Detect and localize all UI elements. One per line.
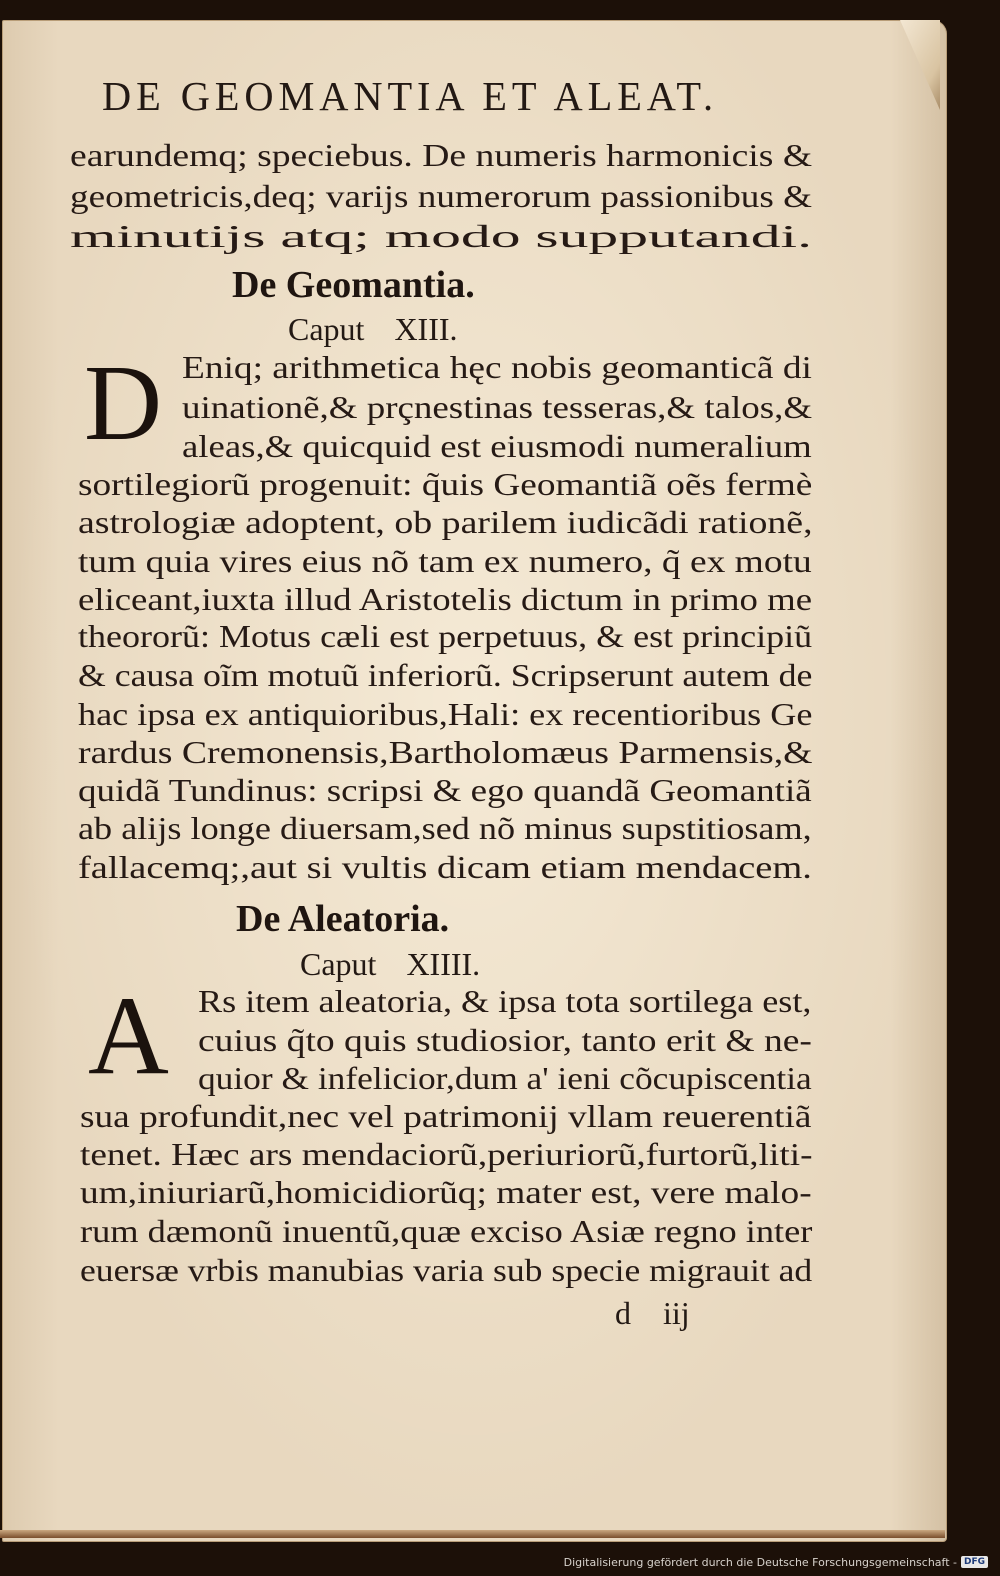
geomantia-line: eliceant,iuxta illud Aristotelis dictum in primo me — [78, 582, 813, 617]
geomantia-line: quidã Tundinus: scripsi & ego quandã Geomantiã — [78, 773, 812, 808]
section-title-geomantia: De Geomantia. — [232, 264, 475, 306]
geomantia-line: uinationẽ,& prçnestinas tesseras,& talos,& — [182, 390, 813, 425]
drop-cap-d: D — [84, 344, 162, 463]
aleatoria-line: tenet. Hæc ars mendaciorũ,periuriorũ,furtorũ,liti- — [80, 1137, 813, 1172]
running-head: DE GEOMANTIA ET ALEAT. — [102, 73, 719, 119]
aleatoria-line: um,iniuriarũ,homicidiorũq; mater est, vere malo- — [80, 1175, 812, 1210]
dfg-logo: DFG — [961, 1556, 988, 1568]
geomantia-line: astrologiæ adoptent, ob parilem iudicãdi rationẽ, — [78, 505, 813, 540]
aleatoria-line: sua profundit,nec vel patrimonij vllam reuerentiã — [80, 1099, 812, 1134]
intro-line: geometricis,deq; varijs numerorum passionibus & — [70, 179, 813, 214]
digitization-footer — [563, 1553, 1000, 1571]
aleatoria-line: rum dæmonũ inuentũ,quæ exciso Asiæ regno inter — [80, 1214, 813, 1249]
drop-cap-a: A — [88, 974, 169, 1098]
geomantia-line: & causa oĩm motuũ inferiorũ. Scripserunt autem de — [78, 658, 813, 693]
aleatoria-line: euersæ vrbis manubias varia sub specie migrauit ad — [80, 1253, 813, 1288]
intro-line: earundemq; speciebus. De numeris harmonicis & — [70, 138, 813, 173]
geomantia-line: fallacemq;,aut si vultis dicam etiam mendacem. — [78, 850, 812, 885]
geomantia-line: tum quia vires eius nõ tam ex numero, q̃ ex motu — [78, 544, 812, 579]
geomantia-line: ab alijs longe diuersam,sed nõ minus supstitiosam, — [78, 811, 812, 846]
geomantia-line: Eniq; arithmetica hęc nobis geomanticã di — [182, 350, 812, 385]
intro-line: minutijs atq; modo supputandi. — [70, 219, 812, 254]
footer-credit-text: Digitalisierung gefördert durch die Deutsche Forschungsgemeinschaft - — [563, 1555, 957, 1569]
section-title-aleatoria: De Aleatoria. — [236, 898, 450, 940]
aleatoria-line: quior & infelicior,dum a' ieni cõcupiscentia — [198, 1061, 812, 1096]
geomantia-line: theororũ: Motus cæli est perpetuus, & est principiũ — [78, 619, 813, 654]
aleatoria-line: cuius q̃to quis studiosior, tanto erit & ne- — [198, 1023, 812, 1058]
aleatoria-line: Rs item aleatoria, & ipsa tota sortilega est, — [198, 984, 812, 1019]
geomantia-line: aleas,& quicquid est eiusmodi numeralium — [182, 429, 812, 464]
page-bottom-edge — [0, 1530, 945, 1538]
caput-label-xiii: Caput XIII. — [288, 311, 458, 347]
caput-label-xiiii: Caput XIIII. — [300, 946, 481, 982]
geomantia-line: rardus Cremonensis,Bartholomæus Parmensis,& — [78, 735, 813, 770]
signature-mark: d iij — [615, 1295, 690, 1331]
geomantia-line: hac ipsa ex antiquioribus,Hali: ex recentioribus Ge — [78, 697, 813, 732]
geomantia-line: sortilegiorũ progenuit: q̃uis Geomantiã oẽs fermè — [78, 467, 813, 502]
